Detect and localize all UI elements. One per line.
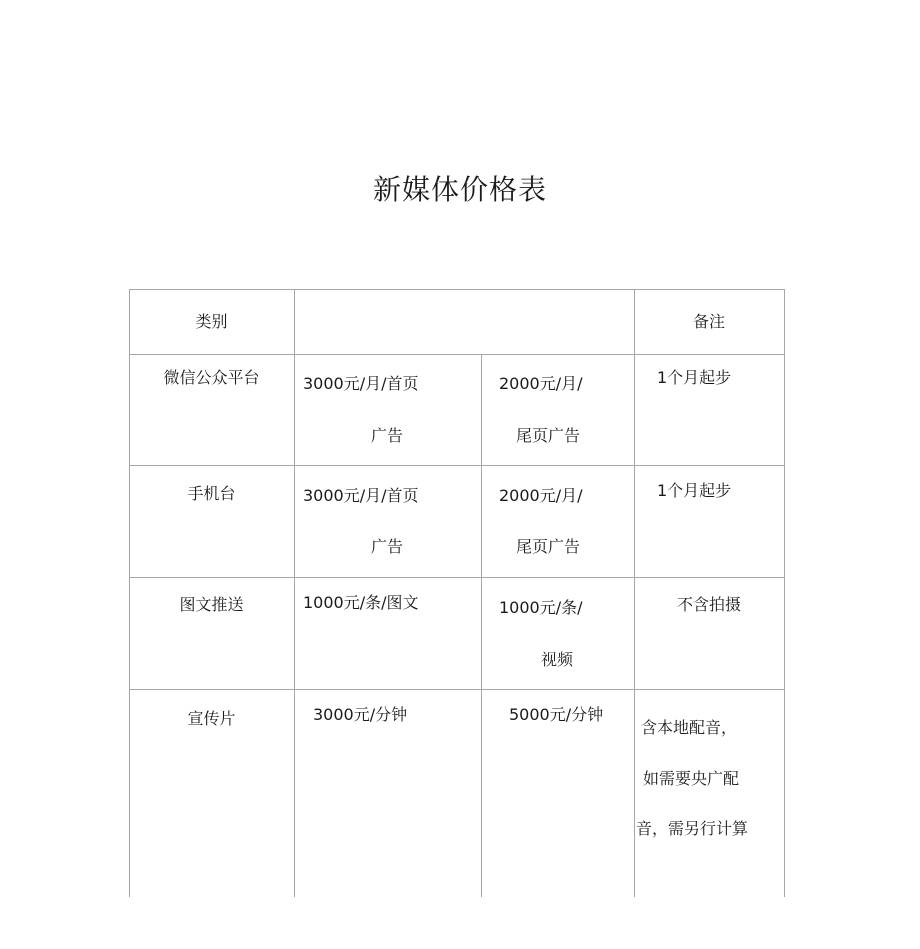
note-cell: 1个月起步: [657, 481, 732, 500]
price-cell-b-line1: 5000元/分钟: [509, 705, 604, 724]
page-title: 新媒体价格表: [372, 173, 547, 206]
row-category: 图文推送: [179, 595, 244, 614]
note-cell: 1个月起步: [657, 368, 732, 387]
price-cell-b-line2: 尾页广告: [516, 426, 581, 445]
note-cell-line2: 如需要央广配: [643, 769, 740, 788]
row-category: 微信公众平台: [163, 368, 260, 387]
price-cell-a-line1: 3000元/月/首页: [303, 374, 419, 393]
header-note: 备注: [692, 312, 725, 331]
row-category: 手机台: [187, 484, 236, 503]
price-cell-a-line1: 3000元/月/首页: [303, 486, 419, 505]
price-cell-a-line1: 1000元/条/图文: [303, 593, 419, 612]
row-category: 宣传片: [187, 709, 236, 728]
price-cell-a-line2: 广告: [371, 426, 404, 445]
note-cell-line3: 音，需另行计算: [636, 819, 749, 838]
price-cell-b-line2: 尾页广告: [516, 537, 581, 556]
price-cell-a-line1: 3000元/分钟: [313, 705, 408, 724]
row-divider: [129, 465, 785, 466]
note-cell-line1: 含本地配音，: [641, 718, 738, 737]
price-cell-b-line1: 2000元/月/: [499, 486, 583, 505]
row-divider: [129, 354, 785, 355]
column-divider: [481, 354, 482, 897]
row-divider: [129, 689, 785, 690]
price-cell-b-line1: 1000元/条/: [499, 598, 583, 617]
table-border-top: [129, 289, 785, 290]
price-cell-b-line2: 视频: [541, 650, 574, 669]
column-divider: [294, 289, 295, 897]
note-cell: 不含拍摄: [676, 595, 741, 614]
column-divider: [784, 289, 785, 897]
header-category: 类别: [195, 312, 228, 331]
price-cell-a-line2: 广告: [371, 537, 404, 556]
row-divider: [129, 577, 785, 578]
price-cell-b-line1: 2000元/月/: [499, 374, 583, 393]
